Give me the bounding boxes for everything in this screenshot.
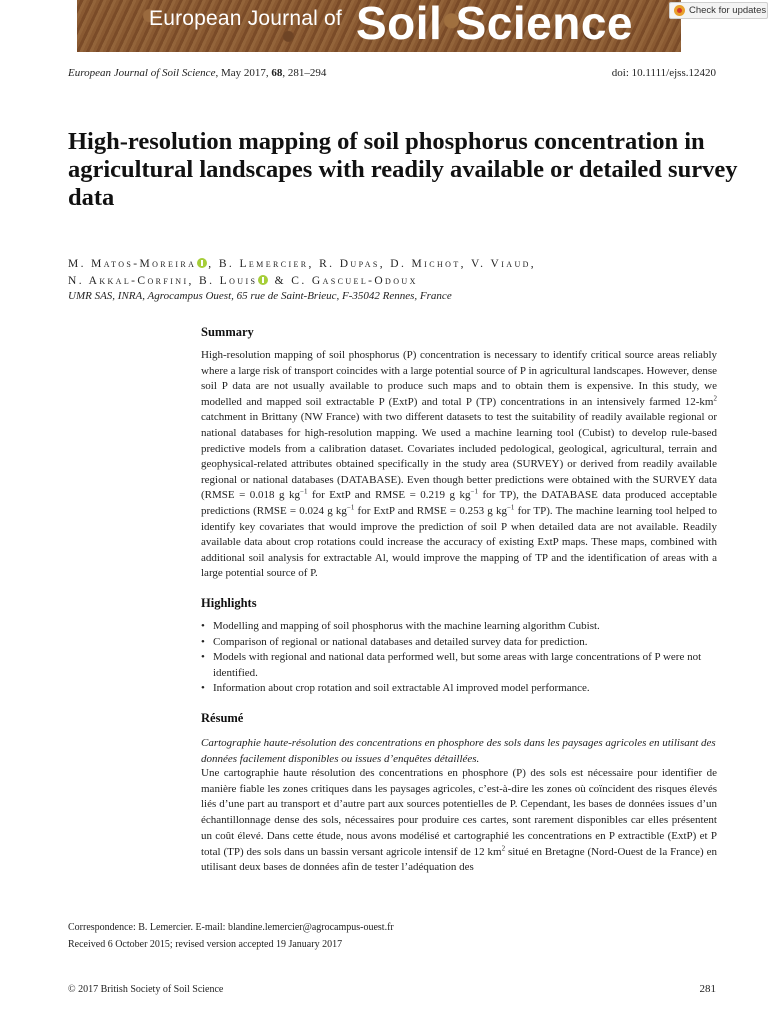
correspondence: Correspondence: B. Lemercier. E-mail: blandine.lemercier@agrocampus-ouest.fr: [68, 922, 394, 933]
resume-heading: Résumé: [201, 711, 244, 725]
list-item: [201, 635, 721, 651]
author-matos-moreira: M. Matos-Moreira: [68, 258, 197, 270]
resume-text: [201, 766, 717, 876]
author-gascuel-odoux: & C. Gascuel-Odoux: [269, 275, 418, 287]
citation-journal: European Journal of Soil Science: [68, 67, 216, 79]
superscript: 2: [501, 843, 506, 852]
affiliation: UMR SAS, INRA, Agrocampus Ouest, 65 rue de Saint-Brieuc, F-35042 Rennes, France: [68, 290, 452, 302]
copyright: © 2017 British Society of Soil Science: [68, 984, 224, 995]
summary-part: for TP), the DATABASE data produced acceptable predictions (RMSE = 0.024 g kg: [201, 489, 717, 517]
summary-part: for ExtP and RMSE = 0.219 g kg: [307, 489, 471, 502]
received-dates: Received 6 October 2015; revised version accepted 19 January 2017: [68, 938, 343, 950]
resume-french-title: Cartographie haute-résolution des concentrations en phosphore des sols dans les paysages agricoles en utilisant des données facilement disponibles ou issues d’enquêtes détaillées.: [201, 737, 716, 765]
journal-name-small: European Journal of: [149, 7, 342, 30]
summary-part: catchment in Brittany (NW France) with two different datasets to test the suitability of readily available regional or national databases for high-resolution mapping. We used a machine learning tool (Cubist) to develop rule-based predictive models from a calibration dataset. Covariates included pedological, geological, agricultural, terrain and geophysical-related attributes obtained specifically in the study area (SURVEY) or derived from readily available regional or national databases (DATABASE). Even though better predictions were obtained with the SURVEY data (RMSE = 0.018 g kg: [201, 411, 717, 502]
resume-part: situé en Bretagne (Nord-Ouest de la France) en utilisant deux bases de données afin de tester l’adéquation des: [201, 845, 717, 874]
citation-date: , May 2017,: [215, 67, 272, 79]
citation-line: [68, 67, 326, 79]
orcid-icon[interactable]: [197, 258, 207, 268]
highlights-list: [201, 619, 721, 697]
journal-name-large: Soil Science: [356, 0, 634, 49]
highlight-text: Models with regional and national data performed well, but some areas with large concentrations of P were not identified.: [213, 651, 702, 679]
superscript: −1: [300, 487, 308, 496]
list-item: [201, 681, 721, 697]
orcid-icon[interactable]: [258, 275, 268, 285]
summary-heading: Summary: [201, 325, 254, 339]
bullet: •: [201, 682, 205, 694]
correspondence-block: [68, 920, 394, 953]
page-number: 281: [699, 983, 716, 995]
check-for-updates-button[interactable]: [669, 2, 768, 19]
author-group-2: N. Akkal-Corfini, B. Louis: [68, 275, 258, 287]
summary-part: High-resolution mapping of soil phosphorus (P) concentration is necessary to identify critical source areas reliably where a large risk of transport coincides with a large potential source of P in agricultural landscapes. However, dense soil P data are not usually available to produce such maps and to obtain them is expensive. In this study, we modelled and mapped soil extractable P (ExtP) and total P (TP) concentrations in an intensively farmed 12-km: [201, 349, 717, 408]
superscript: −1: [346, 503, 355, 512]
check-for-updates-label: Check for updates: [689, 5, 767, 16]
journal-banner: [77, 0, 681, 52]
doi[interactable]: doi: 10.1111/ejss.12420: [611, 67, 716, 79]
bullet: •: [201, 651, 205, 663]
citation-pages: , 281–294: [282, 67, 327, 79]
list-item: [201, 619, 721, 635]
summary-part: for TP). The machine learning tool helped to identify key covariates that would improve the prediction of soil P when detailed data are not available. Readily available data about crop rotations could increase the accuracy of existing ExtP maps. These maps, combined with additional soil analysis for extractable Al, would improve the mapping of TP and the identification of areas with a large potential source of P.: [201, 504, 717, 580]
bullet: •: [201, 620, 205, 632]
highlight-text: Comparison of regional or national databases and detailed survey data for prediction.: [213, 635, 588, 648]
resume-part: Une cartographie haute résolution des concentrations en phosphore (P) des sols est nécessaire pour identifier de manière fiable les zones critiques dans les paysages agricoles, c’est-à-dire les zones où coïncident des risques élevés liés d’une part au transport et d’autre part aux sources potentielles de P. Cependant, les bases de données issues d’un échantillonnage dense des sols, nécessaires pour produire ces cartes, sont rarement disponibles car elles présentent un coût élevé. Dans cette étude, nous avons modélisé et cartographié les concentrations en P extractible (ExtP) et P total (TP) des sols dans un bassin versant agricole intensif de 12 km: [201, 767, 717, 858]
summary-part: for ExtP and RMSE = 0.253 g kg: [354, 504, 507, 517]
highlight-text: Information about crop rotation and soil extractable Al improved model performance.: [213, 682, 590, 694]
article-title: High-resolution mapping of soil phosphorus concentration in agricultural landscapes with readily available or detailed survey data: [68, 128, 738, 211]
author-group-1: , B. Lemercier, R. Dupas, D. Michot, V. Viaud,: [208, 258, 537, 270]
bullet: •: [201, 635, 205, 648]
author-list: [68, 256, 758, 290]
highlight-text: Modelling and mapping of soil phosphorus with the machine learning algorithm Cubist.: [213, 620, 600, 632]
superscript: −1: [470, 487, 478, 496]
citation-volume: 68: [271, 67, 283, 79]
summary-text: [201, 348, 717, 582]
crossmark-icon: [674, 5, 685, 16]
highlights-heading: Highlights: [201, 596, 257, 610]
superscript: 2: [713, 394, 717, 403]
superscript: −1: [506, 503, 515, 512]
list-item: [201, 650, 721, 681]
